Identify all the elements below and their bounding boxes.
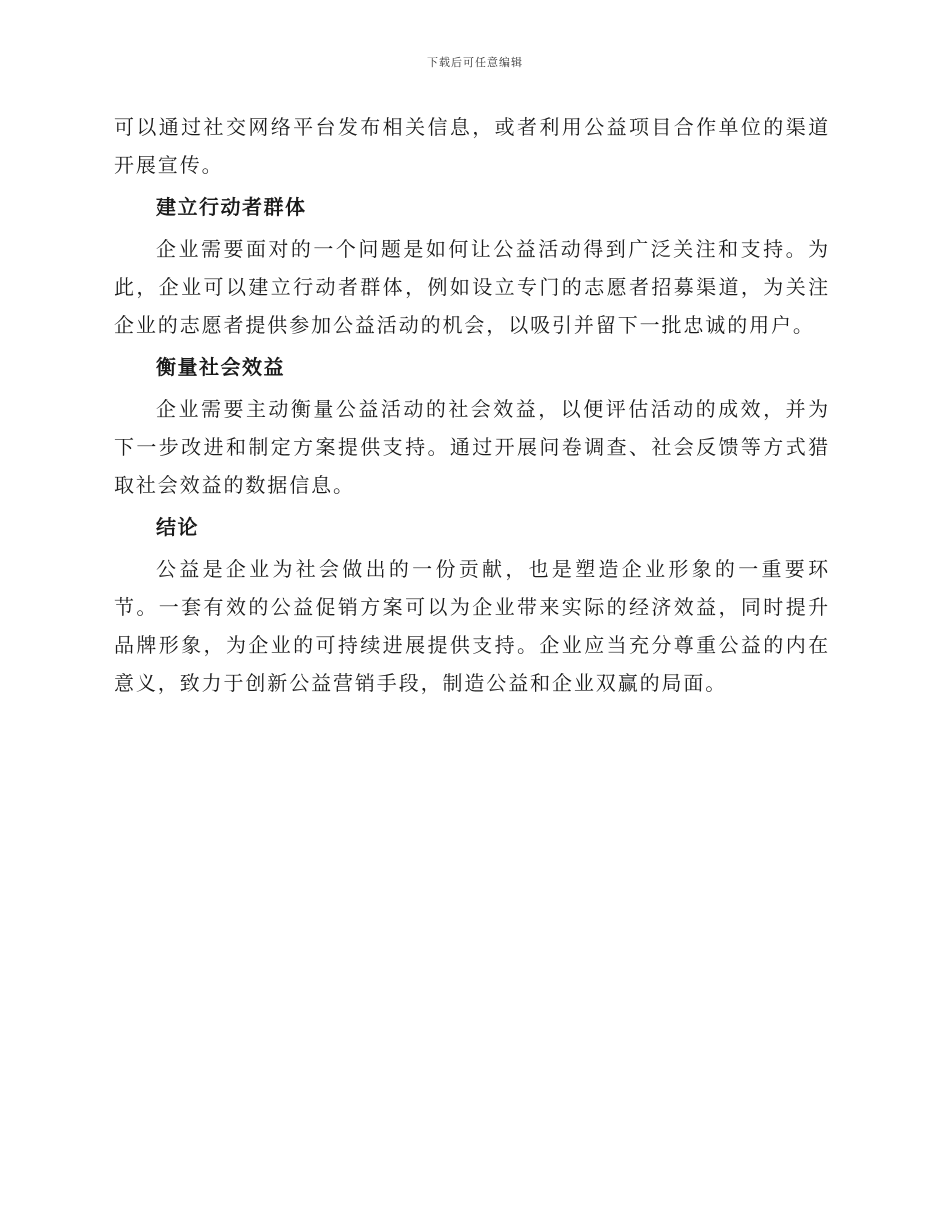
- section-body-measure-social-benefit: 企业需要主动衡量公益活动的社会效益，以便评估活动的成效，并为下一步改进和制定方案提供支持。通过开展问卷调查、社会反馈等方式猎取社会效益的数据信息。: [114, 397, 830, 497]
- section-heading-build-actor-group: 建立行动者群体: [156, 195, 307, 219]
- intro-paragraph-tail: 可以通过社交网络平台发布相关信息，或者利用公益项目合作单位的渠道开展宣传。: [114, 115, 830, 177]
- section-body-conclusion: 公益是企业为社会做出的一份贡献，也是塑造企业形象的一重要环节。一套有效的公益促销方案可以为企业带来实际的经济效益，同时提升品牌形象，为企业的可持续进展提供支持。企业应当充分尊重公益的内在意义，致力于创新公益营销手段，制造公益和企业双赢的局面。: [114, 557, 830, 695]
- section-body-build-actor-group: 企业需要面对的一个问题是如何让公益活动得到广泛关注和支持。为此，企业可以建立行动者群体，例如设立专门的志愿者招募渠道，为关注企业的志愿者提供参加公益活动的机会，以吸引并留下一批忠诚的用户。: [114, 237, 830, 337]
- section-heading-conclusion: 结论: [156, 515, 199, 539]
- section-heading-measure-social-benefit: 衡量社会效益: [156, 355, 285, 379]
- document-body: [114, 108, 830, 702]
- page-header: 下载后可任意编辑: [427, 56, 523, 69]
